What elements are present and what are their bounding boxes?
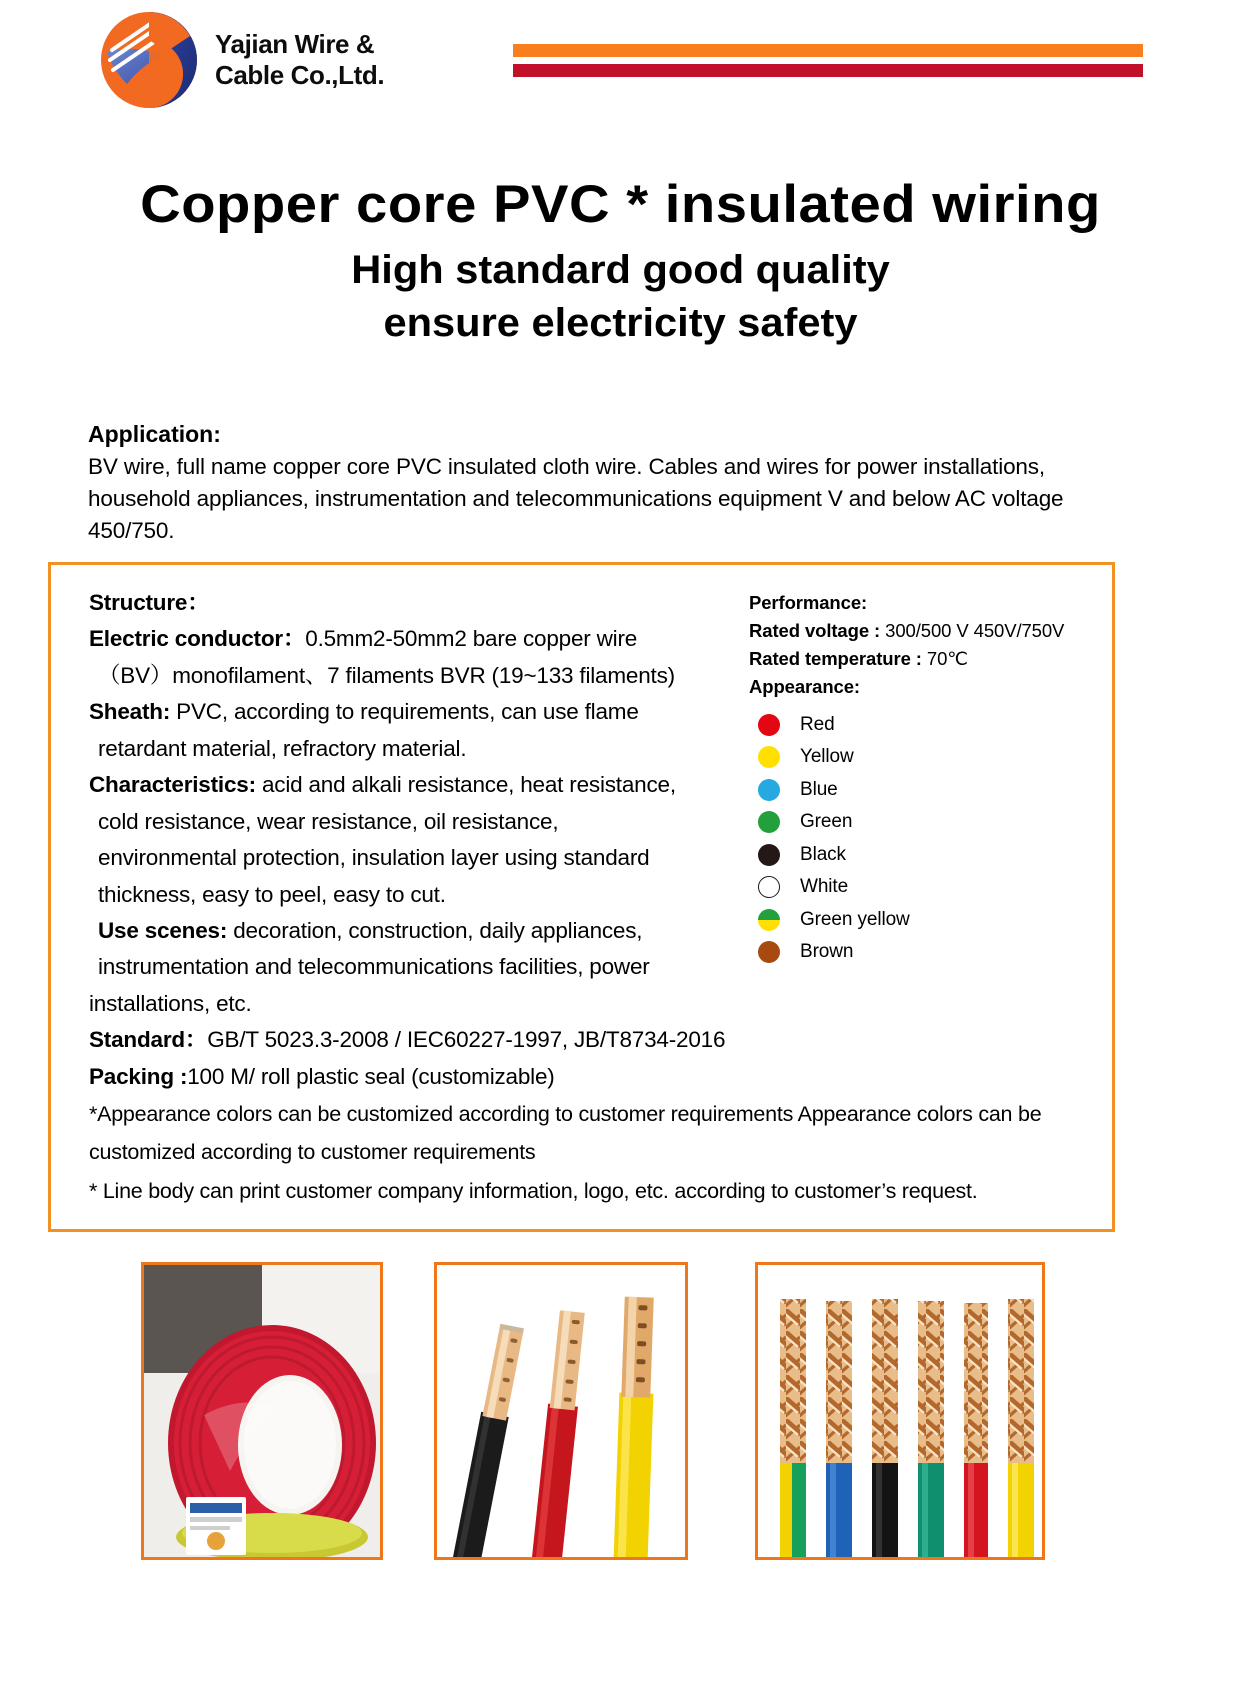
- structure-heading: [89, 585, 729, 621]
- color-swatch-icon: [758, 811, 780, 833]
- use-scenes-line: [89, 913, 729, 949]
- performance-heading: [749, 589, 1089, 617]
- characteristics-label: Characteristics:: [89, 772, 256, 798]
- appearance-color-row: [749, 773, 1089, 806]
- page-subtitle-line-2: ensure electricity safety: [383, 301, 858, 346]
- appearance-heading-label: Appearance:: [749, 676, 860, 698]
- color-swatch-icon: [758, 746, 780, 768]
- standard-line: [89, 1022, 729, 1058]
- appearance-color-row: [749, 806, 1089, 839]
- use-scenes-line-3: installations, etc.: [89, 990, 252, 1016]
- color-label: Red: [800, 713, 835, 735]
- company-name-line-1: Yajian Wire &: [215, 29, 375, 60]
- application-heading: Application:: [88, 421, 221, 447]
- rated-voltage-value: 300/500 V 450V/750V: [885, 620, 1065, 642]
- packing-value: 100 M/ roll plastic seal (customizable): [187, 1063, 555, 1089]
- rated-temperature-label: Rated temperature :: [749, 648, 922, 670]
- standard-label: Standard：: [89, 1027, 208, 1053]
- page-subtitle: [0, 244, 1241, 350]
- color-label: White: [800, 876, 849, 898]
- packing-line: [89, 1059, 729, 1095]
- rated-temperature-line: [749, 645, 1089, 673]
- color-swatch-icon: [758, 941, 780, 963]
- standard-value: GB/T 5023.3-2008 / IEC60227-1997, JB/T8734-2016: [207, 1027, 726, 1053]
- appearance-color-list: [749, 708, 1089, 968]
- performance-heading-label: Performance:: [749, 592, 868, 613]
- page-title: Copper core PVC * insulated wiring: [140, 175, 1101, 234]
- conductor-label: Electric conductor：: [89, 626, 306, 652]
- conductor-value: 0.5mm2-50mm2 bare copper wire: [305, 626, 638, 652]
- appearance-color-row: [749, 708, 1089, 741]
- company-name: [215, 29, 384, 90]
- color-label: Green yellow: [800, 908, 910, 930]
- company-logo-block: [97, 8, 384, 112]
- rated-temperature-value: 70℃: [926, 648, 968, 670]
- color-label: Black: [800, 843, 846, 865]
- sheath-line-2: retardant material, refractory material.: [98, 735, 467, 761]
- use-scenes-value: decoration, construction, daily appliances,: [233, 917, 643, 943]
- color-label: Blue: [800, 778, 838, 800]
- appearance-heading: [749, 673, 1089, 701]
- characteristics-line: [89, 767, 729, 803]
- appearance-color-row: [749, 936, 1089, 969]
- page-header: [0, 0, 1241, 140]
- color-swatch-icon: [758, 844, 780, 866]
- product-photo-coil: [141, 1262, 383, 1560]
- characteristics-line-2: cold resistance, wear resistance, oil resistance,: [98, 808, 559, 834]
- color-swatch-icon: [758, 876, 780, 898]
- color-swatch-icon: [758, 779, 780, 801]
- product-photo-strip: [0, 1262, 1241, 1562]
- header-rule-orange: [513, 44, 1143, 57]
- conductor-line-2: （BV）monofilament、7 filaments BVR (19~133 filaments): [98, 662, 675, 688]
- appearance-color-row: [749, 871, 1089, 904]
- color-label: Yellow: [800, 746, 854, 768]
- characteristics-line-3: environmental protection, insulation layer using standard: [98, 845, 650, 871]
- color-swatch-icon: [758, 714, 780, 736]
- company-name-line-2: Cable Co.,Ltd.: [215, 60, 385, 90]
- packing-label: Packing :: [89, 1063, 188, 1089]
- application-line-1: BV wire, full name copper core PVC insulated cloth wire. Cables and wires for power installations,: [88, 453, 1045, 479]
- company-logo-icon: [97, 8, 201, 112]
- note-2: * Line body can print customer company information, logo, etc. according to customer’s request.: [89, 1178, 978, 1203]
- characteristics-value: acid and alkali resistance, heat resistance,: [261, 772, 676, 798]
- header-rule-red: [513, 64, 1143, 77]
- application-line-2: household appliances, instrumentation and telecommunications equipment V and below AC voltage: [88, 485, 1064, 511]
- use-scenes-label: Use scenes:: [98, 917, 228, 943]
- product-photo-single-core-wires: [434, 1262, 688, 1560]
- structure-heading-label: Structure：: [89, 590, 210, 615]
- appearance-color-row: [749, 903, 1089, 936]
- use-scenes-line-2: instrumentation and telecommunications facilities, power: [98, 954, 650, 980]
- sheath-value: PVC, according to requirements, can use flame: [176, 699, 639, 725]
- performance-section: [749, 589, 1089, 968]
- rated-voltage-label: Rated voltage :: [749, 620, 881, 642]
- application-line-3: 450/750.: [88, 517, 175, 543]
- product-photo-stranded-wires: [755, 1262, 1045, 1560]
- appearance-color-row: [749, 741, 1089, 774]
- note-1-line-1: *Appearance colors can be customized according to customer requirements Appearance colors can be: [89, 1102, 1042, 1127]
- note-1-line-2: customized according to customer requirements: [89, 1140, 536, 1165]
- color-label: Green: [800, 811, 853, 833]
- page-subtitle-line-1: High standard good quality: [351, 248, 890, 292]
- color-swatch-icon: [758, 909, 780, 931]
- conductor-line: [89, 621, 729, 657]
- appearance-color-row: [749, 838, 1089, 871]
- rated-voltage-line: [749, 617, 1089, 645]
- color-label: Brown: [800, 941, 854, 963]
- sheath-label: Sheath:: [89, 699, 171, 725]
- sheath-line: [89, 694, 729, 730]
- specifications-box: [48, 562, 1115, 1232]
- characteristics-line-4: thickness, easy to peel, easy to cut.: [98, 881, 446, 907]
- application-section: [88, 418, 1110, 546]
